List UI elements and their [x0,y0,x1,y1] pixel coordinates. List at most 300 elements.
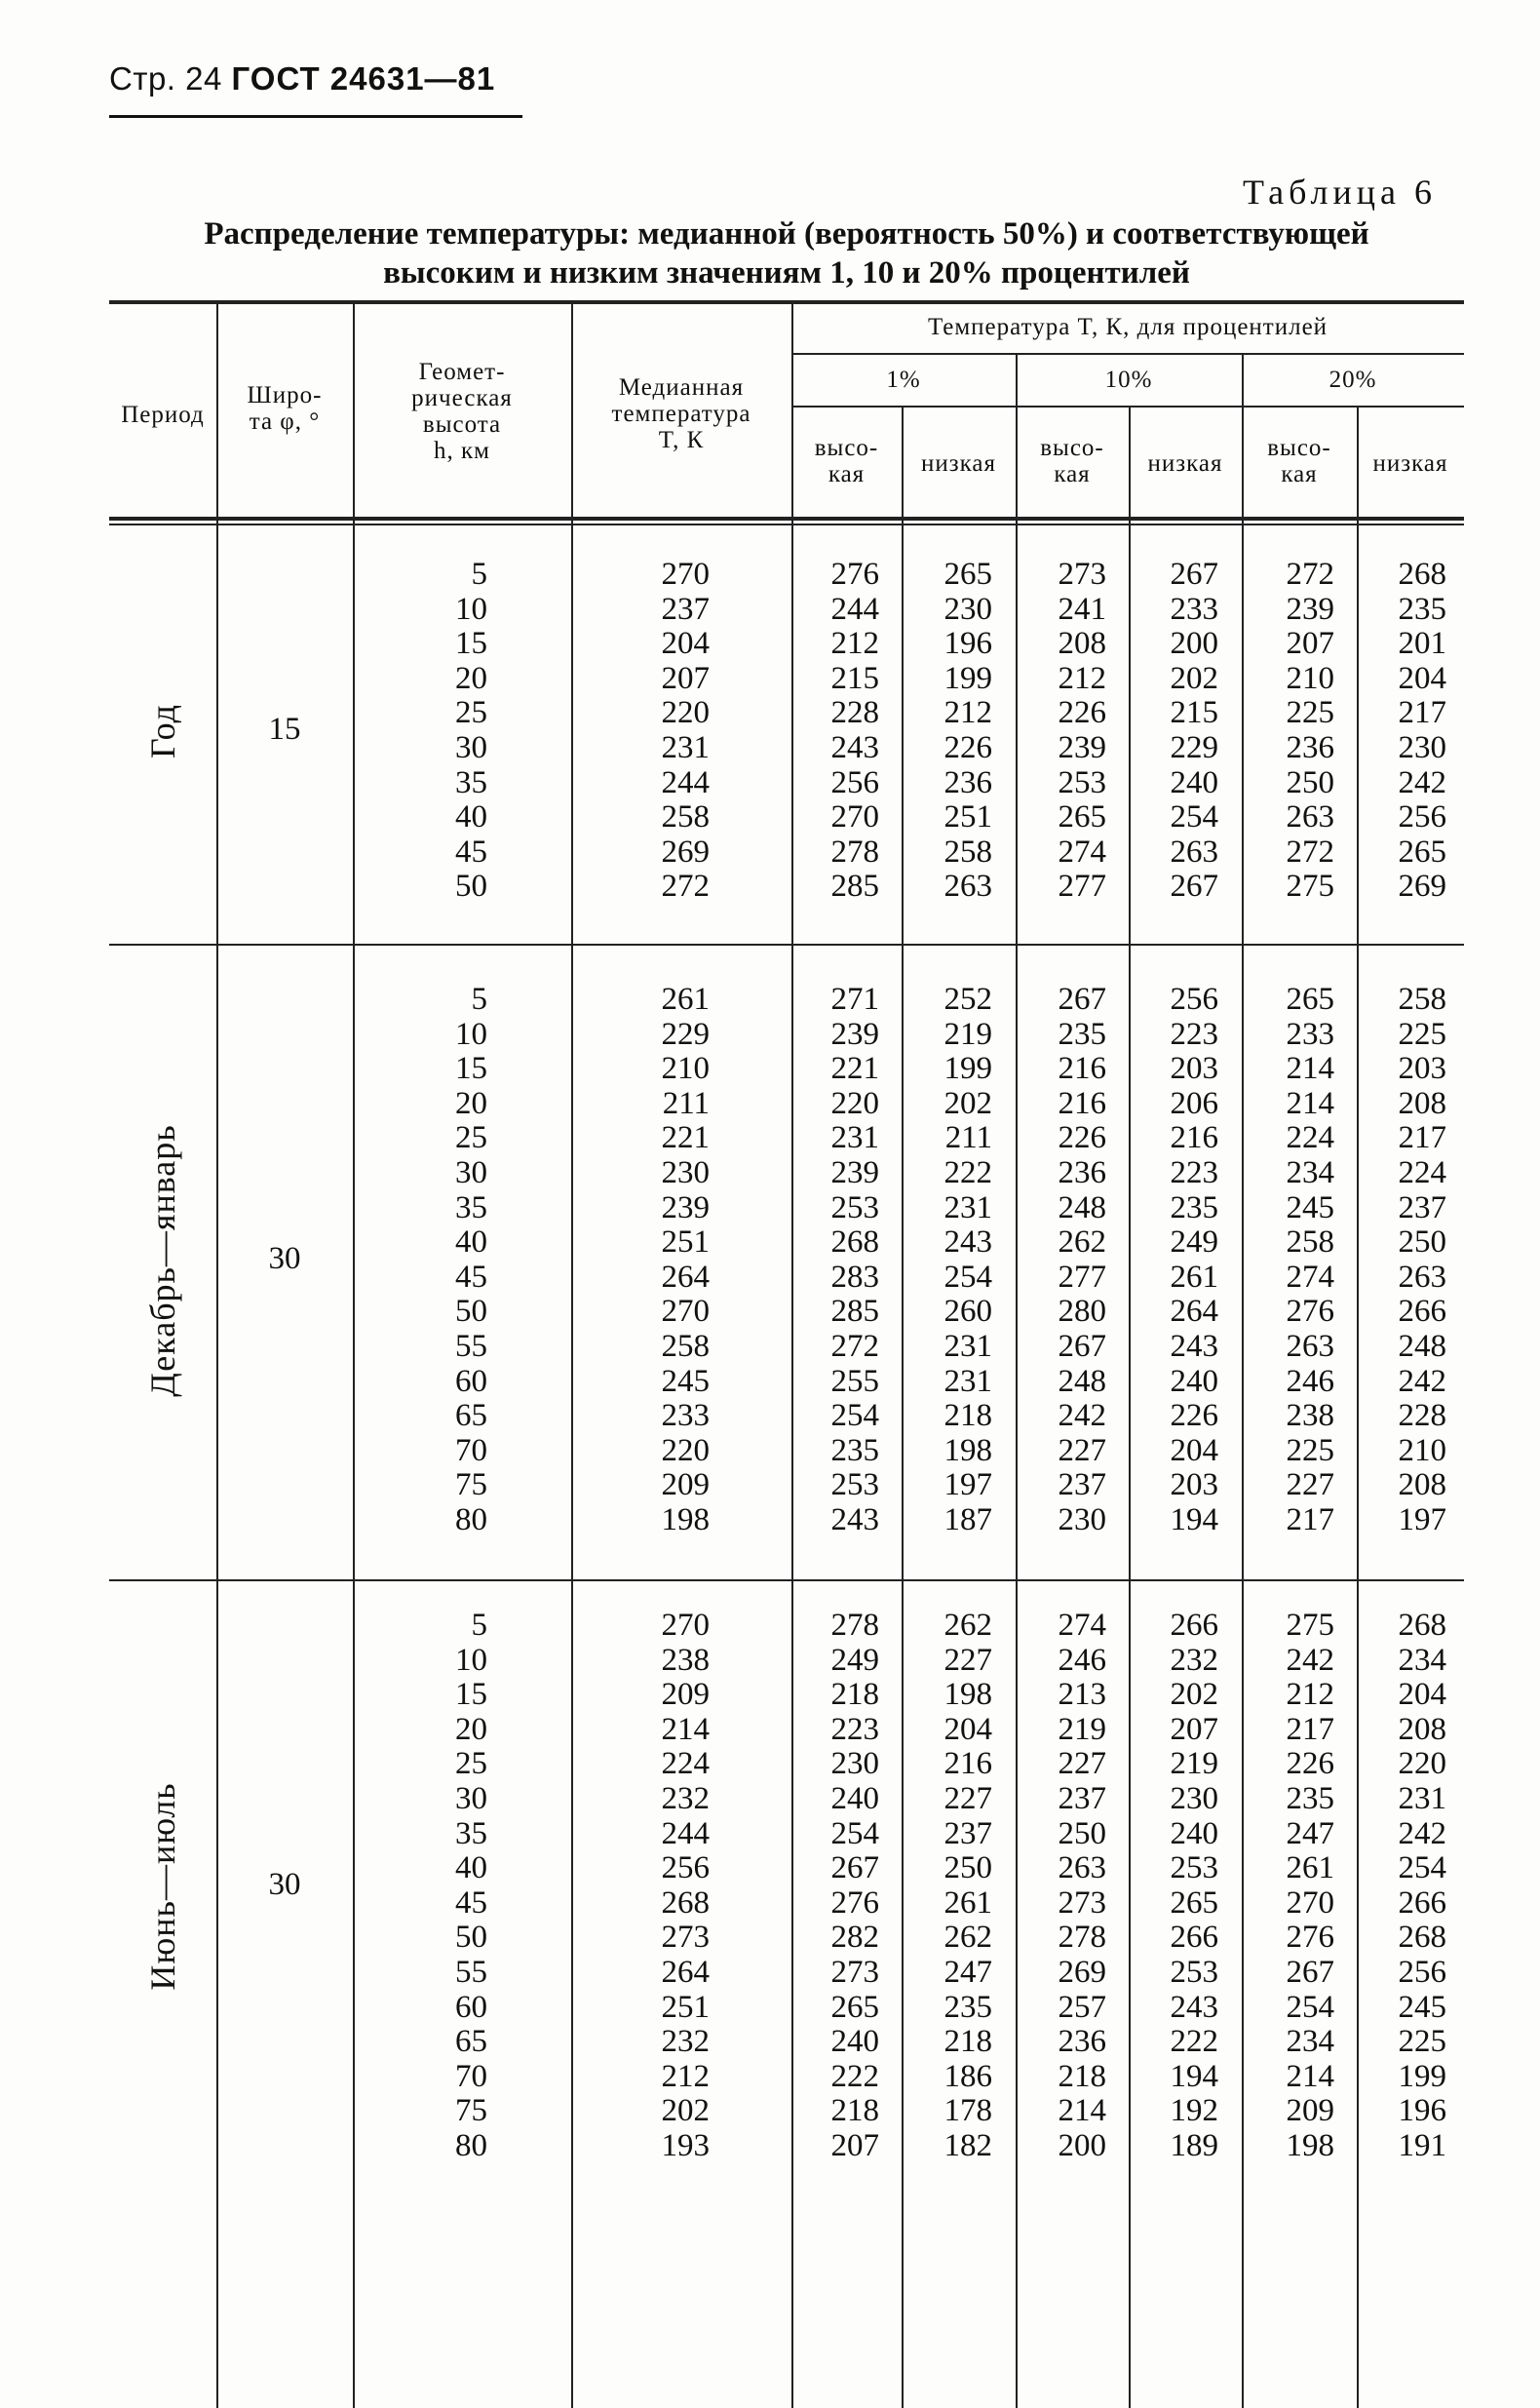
table-cell: 261 [661,982,710,1017]
header-height-line: рическая [411,385,513,411]
table-cell: 240 [1170,764,1218,800]
column-p1-low [944,1609,993,2164]
table-cell: 212 [1286,1677,1334,1713]
table-cell: 198 [943,1677,992,1713]
table-cell: 268 [830,1224,879,1261]
table-cell: 216 [1058,1051,1106,1087]
column-p20-low [1399,983,1447,1538]
table-cell: 263 [1398,1259,1446,1295]
table-cell: 263 [1286,799,1334,835]
table-cell: 221 [830,1051,879,1087]
table-cell: 204 [661,626,710,662]
table-cell: 256 [1398,799,1446,835]
table-cell: 258 [1286,1224,1334,1261]
table-cell: 35 [455,764,487,800]
header-median-line: температура [611,401,751,427]
table-cell: 257 [1058,1989,1106,2025]
table-cell: 235 [1058,1016,1106,1052]
table-cell: 207 [1286,626,1334,662]
table-cell: 5 [471,1608,487,1643]
column-heights [455,983,487,1538]
table-cell: 230 [661,1154,710,1190]
table-cell: 15 [455,626,487,662]
column-median [662,558,711,905]
column-p10-low [1171,983,1219,1538]
column-p20-high [1287,558,1335,905]
table-cell: 225 [1398,2024,1446,2060]
table-cell: 198 [943,1432,992,1468]
table-cell: 251 [661,1989,710,2025]
header-low-20: низкая [1372,450,1448,477]
table-cell: 255 [830,1363,879,1399]
table-cell: 277 [1058,869,1106,905]
table-cell: 233 [1170,591,1218,627]
table-cell: 196 [943,626,992,662]
table-cell: 244 [661,764,710,800]
table-cell: 210 [661,1051,710,1087]
column-p20-low [1399,1609,1447,2164]
table-cell: 214 [661,1711,710,1747]
table-cell: 235 [943,1989,992,2025]
table-cell: 239 [1058,729,1106,765]
table-cell: 207 [661,660,710,696]
table-cell: 221 [661,1120,710,1156]
table-cell: 246 [1286,1363,1334,1399]
table-cell: 251 [943,799,992,835]
table-cell: 261 [943,1884,992,1921]
table-cell: 198 [661,1501,710,1537]
table-cell: 256 [830,764,879,800]
table-cell: 55 [455,1954,487,1990]
table-cell: 25 [455,1120,487,1156]
table-cell: 263 [1170,834,1218,870]
table-cell: 261 [1170,1259,1218,1295]
table-cell: 222 [1170,2024,1218,2060]
table-cell: 209 [661,1677,710,1713]
table-cell: 253 [1058,764,1106,800]
table-cell: 225 [1398,1016,1446,1052]
table-cell: 234 [1286,1154,1334,1190]
table-cell: 267 [1286,1954,1334,1990]
header-bottom-rule [109,517,1464,521]
header-height-line: высота [422,411,502,438]
table-cell: 227 [943,1780,992,1816]
table-cell: 249 [1170,1224,1218,1261]
column-p1-low [944,558,993,905]
table-cell: 232 [661,1780,710,1816]
table-cell: 272 [1286,834,1334,870]
column-p20-high [1287,1609,1335,2164]
header-median [571,374,791,453]
header-high-line: кая [1281,461,1318,487]
header-high-line: высо- [1267,435,1331,461]
table-cell: 253 [1170,1850,1218,1886]
table-cell: 208 [1058,626,1106,662]
header-height [353,359,571,464]
table-cell: 45 [455,834,487,870]
table-cell: 40 [455,1850,487,1886]
table-cell: 30 [455,1154,487,1190]
table-cell: 265 [1058,799,1106,835]
table-cell: 35 [455,1815,487,1851]
standard-number: ГОСТ 24631—81 [231,60,496,97]
col-divider-p20 [1357,408,1359,2408]
table-cell: 262 [1058,1224,1106,1261]
table-cell: 240 [830,1780,879,1816]
table-cell: 269 [661,834,710,870]
col-divider-p1-p10 [1016,355,1018,2408]
table-cell: 211 [662,1085,710,1121]
table-cell: 60 [455,1363,487,1399]
table-cell: 220 [661,695,710,731]
column-p1-high [831,983,880,1538]
table-cell: 50 [455,869,487,905]
table-cell: 270 [661,1608,710,1643]
table-cell: 20 [455,1711,487,1747]
table-cell: 232 [1170,1642,1218,1678]
table-cell: 252 [943,982,992,1017]
column-p20-low [1399,558,1447,905]
table-cell: 212 [830,626,879,662]
table-cell: 45 [455,1884,487,1921]
table-cell: 268 [1398,557,1446,592]
table-cell: 278 [830,834,879,870]
table-cell: 202 [1170,660,1218,696]
table-cell: 269 [1058,1954,1106,1990]
table-cell: 219 [1058,1711,1106,1747]
table-cell: 199 [1398,2058,1446,2094]
table-cell: 70 [455,1432,487,1468]
period-label: Декабрь—январь [143,1124,182,1397]
table-cell: 267 [1170,557,1218,592]
table-cell: 75 [455,2093,487,2129]
section-rule-2 [109,1579,1464,1581]
header-temperature-group: Температура T, К, для процентилей [927,314,1328,340]
table-cell: 217 [1398,1120,1446,1156]
table-cell: 227 [1058,1432,1106,1468]
column-heights [455,558,487,905]
table-cell: 276 [830,557,879,592]
table-cell: 65 [455,1398,487,1434]
table-cell: 230 [1398,729,1446,765]
table-cell: 283 [830,1259,879,1295]
table-cell: 254 [830,1815,879,1851]
table-cell: 243 [1170,1989,1218,2025]
table-cell: 197 [1398,1501,1446,1537]
table-cell: 20 [455,1085,487,1121]
table-cell: 251 [661,1224,710,1261]
table-cell: 236 [1058,1154,1106,1190]
table-cell: 60 [455,1989,487,2025]
table-cell: 198 [1286,2127,1334,2163]
table-cell: 220 [661,1432,710,1468]
header-pct-10: 10% [1104,367,1153,393]
table-cell: 214 [1286,1085,1334,1121]
table-cell: 236 [1058,2024,1106,2060]
table-cell: 75 [455,1467,487,1503]
table-cell: 258 [661,799,710,835]
table-cell: 256 [1170,982,1218,1017]
table-cell: 253 [830,1467,879,1503]
pct-header-rule [791,406,1464,408]
table-cell: 245 [1398,1989,1446,2025]
table-cell: 244 [830,591,879,627]
header-high-1 [791,435,902,487]
col-divider-p10-p20 [1242,355,1244,2408]
table-cell: 192 [1170,2093,1218,2129]
table-cell: 231 [943,1363,992,1399]
table-cell: 207 [830,2127,879,2163]
table-cell: 247 [943,1954,992,1990]
table-cell: 212 [661,2058,710,2094]
table-cell: 250 [1286,764,1334,800]
table-cell: 233 [661,1398,710,1434]
table-cell: 266 [1398,1294,1446,1330]
table-cell: 224 [661,1746,710,1782]
group-header-rule [791,353,1464,355]
column-p20-high [1287,983,1335,1538]
table-cell: 243 [830,1501,879,1537]
table-cell: 201 [1398,626,1446,662]
table-cell: 216 [943,1746,992,1782]
table-cell: 280 [1058,1294,1106,1330]
table-cell: 222 [943,1154,992,1190]
table-cell: 270 [830,799,879,835]
table-cell: 240 [830,2024,879,2060]
table-cell: 254 [943,1259,992,1295]
table-cell: 233 [1286,1016,1334,1052]
table-cell: 208 [1398,1085,1446,1121]
table-cell: 200 [1058,2127,1106,2163]
table-cell: 199 [943,1051,992,1087]
table-cell: 196 [1398,2093,1446,2129]
column-p1-high [831,1609,880,2164]
header-height-line: Геомет- [418,359,506,385]
table-cell: 273 [1058,557,1106,592]
table-cell: 232 [661,2024,710,2060]
header-median-line: T, К [658,427,705,453]
table-cell: 25 [455,695,487,731]
table-cell: 226 [1058,695,1106,731]
table-cell: 250 [1058,1815,1106,1851]
table-cell: 238 [661,1642,710,1678]
table-cell: 247 [1286,1815,1334,1851]
table-cell: 218 [943,1398,992,1434]
table-cell: 263 [1058,1850,1106,1886]
table-cell: 239 [830,1154,879,1190]
table-cell: 258 [943,834,992,870]
table-cell: 230 [830,1746,879,1782]
table-cell: 25 [455,1746,487,1782]
table-cell: 224 [1286,1120,1334,1156]
table-cell: 218 [830,1677,879,1713]
table-cell: 262 [943,1920,992,1956]
table-cell: 277 [1058,1259,1106,1295]
table-cell: 80 [455,1501,487,1537]
table-cell: 268 [1398,1920,1446,1956]
table-cell: 218 [830,2093,879,2129]
header-high-line: кая [828,461,866,487]
table-cell: 40 [455,1224,487,1261]
latitude-value: 15 [268,712,301,747]
table-cell: 249 [830,1642,879,1678]
table-cell: 215 [1170,695,1218,731]
table-cell: 237 [1058,1780,1106,1816]
table-cell: 240 [1170,1363,1218,1399]
header-high-line: кая [1054,461,1091,487]
table-cell: 258 [661,1328,710,1364]
table-cell: 242 [1058,1398,1106,1434]
table-cell: 20 [455,660,487,696]
page-number: Стр. 24 [109,60,222,97]
table-top-rule [109,300,1464,304]
col-divider-p10 [1129,408,1131,2408]
header-median-line: Медианная [618,374,745,401]
table-cell: 200 [1170,626,1218,662]
table-cell: 55 [455,1328,487,1364]
table-cell: 202 [1170,1677,1218,1713]
table-cell: 234 [1398,1642,1446,1678]
table-cell: 285 [830,1294,879,1330]
table-cell: 218 [943,2024,992,2060]
col-divider-median [791,302,793,2408]
column-median [662,1609,711,2164]
table-cell: 242 [1398,764,1446,800]
col-divider-period [216,302,218,2408]
table-cell: 45 [455,1259,487,1295]
table-cell: 35 [455,1189,487,1225]
table-cell: 270 [1286,1884,1334,1921]
table-cell: 239 [830,1016,879,1052]
table-cell: 217 [1286,1711,1334,1747]
table-cell: 237 [1398,1189,1446,1225]
table-cell: 208 [1398,1711,1446,1747]
table-cell: 282 [830,1920,879,1956]
table-cell: 219 [1170,1746,1218,1782]
table-label: Таблица 6 [1243,173,1437,212]
table-cell: 268 [1398,1608,1446,1643]
table-cell: 203 [1170,1051,1218,1087]
table-cell: 261 [1286,1850,1334,1886]
table-cell: 228 [830,695,879,731]
table-cell: 236 [1286,729,1334,765]
header-high-line: высо- [814,435,879,461]
table-cell: 272 [1286,557,1334,592]
table-cell: 265 [943,557,992,592]
table-cell: 273 [830,1954,879,1990]
table-cell: 243 [1170,1328,1218,1364]
table-cell: 266 [1170,1608,1218,1643]
table-cell: 204 [1398,660,1446,696]
table-cell: 271 [830,982,879,1017]
table-cell: 273 [661,1920,710,1956]
table-cell: 245 [661,1363,710,1399]
col-divider-p1 [902,408,904,2408]
table-cell: 210 [1286,660,1334,696]
table-cell: 70 [455,2058,487,2094]
table-cell: 203 [1170,1467,1218,1503]
table-cell: 15 [455,1677,487,1713]
table-cell: 237 [943,1815,992,1851]
column-p1-low [944,983,993,1538]
table-cell: 223 [1170,1154,1218,1190]
table-cell: 266 [1398,1884,1446,1921]
col-divider-latitude [353,302,355,2408]
header-low-10: низкая [1147,450,1223,477]
table-cell: 187 [943,1501,992,1537]
table-cell: 228 [1398,1398,1446,1434]
header-low-1: низкая [921,450,996,477]
table-cell: 273 [1058,1884,1106,1921]
table-cell: 231 [943,1328,992,1364]
table-cell: 220 [1398,1746,1446,1782]
table-cell: 237 [1058,1467,1106,1503]
table-cell: 270 [661,557,710,592]
table-cell: 246 [1058,1642,1106,1678]
table-cell: 191 [1398,2127,1446,2163]
column-p1-high [831,558,880,905]
table-cell: 239 [661,1189,710,1225]
table-cell: 217 [1398,695,1446,731]
table-cell: 248 [1398,1328,1446,1364]
table-cell: 230 [943,591,992,627]
column-p10-low [1171,1609,1219,2164]
table-cell: 270 [661,1294,710,1330]
table-cell: 276 [830,1884,879,1921]
latitude-value: 30 [268,1240,301,1276]
table-cell: 212 [943,695,992,731]
col-divider-height [571,302,573,2408]
table-cell: 269 [1398,869,1446,905]
table-cell: 265 [1398,834,1446,870]
table-cell: 262 [943,1608,992,1643]
table-cell: 254 [1286,1989,1334,2025]
table-cell: 209 [1286,2093,1334,2129]
table-cell: 278 [830,1608,879,1643]
header-high-20 [1242,435,1357,487]
table-cell: 212 [1058,660,1106,696]
table-cell: 272 [661,869,710,905]
table-cell: 208 [1398,1467,1446,1503]
table-cell: 216 [1058,1085,1106,1121]
table-cell: 203 [1398,1051,1446,1087]
table-cell: 235 [1170,1189,1218,1225]
table-cell: 240 [1170,1815,1218,1851]
table-cell: 5 [471,557,487,592]
table-cell: 215 [830,660,879,696]
table-cell: 248 [1058,1363,1106,1399]
header-pct-20: 20% [1328,367,1377,393]
table-cell: 10 [455,1016,487,1052]
table-cell: 10 [455,591,487,627]
header-latitude [216,382,353,435]
table-cell: 275 [1286,1608,1334,1643]
table-cell: 230 [1058,1501,1106,1537]
table-cell: 254 [830,1398,879,1434]
table-cell: 227 [1286,1467,1334,1503]
table-cell: 239 [1286,591,1334,627]
table-cell: 231 [661,729,710,765]
table-cell: 250 [943,1850,992,1886]
table-cell: 207 [1170,1711,1218,1747]
header-period: Период [121,402,205,428]
caption-line-2: высоким и низким значениям 1, 10 и 20% процентилей [383,255,1190,291]
header-rule [109,115,522,118]
table-cell: 285 [830,869,879,905]
table-cell: 194 [1170,2058,1218,2094]
table-cell: 202 [661,2093,710,2129]
table-cell: 217 [1286,1501,1334,1537]
